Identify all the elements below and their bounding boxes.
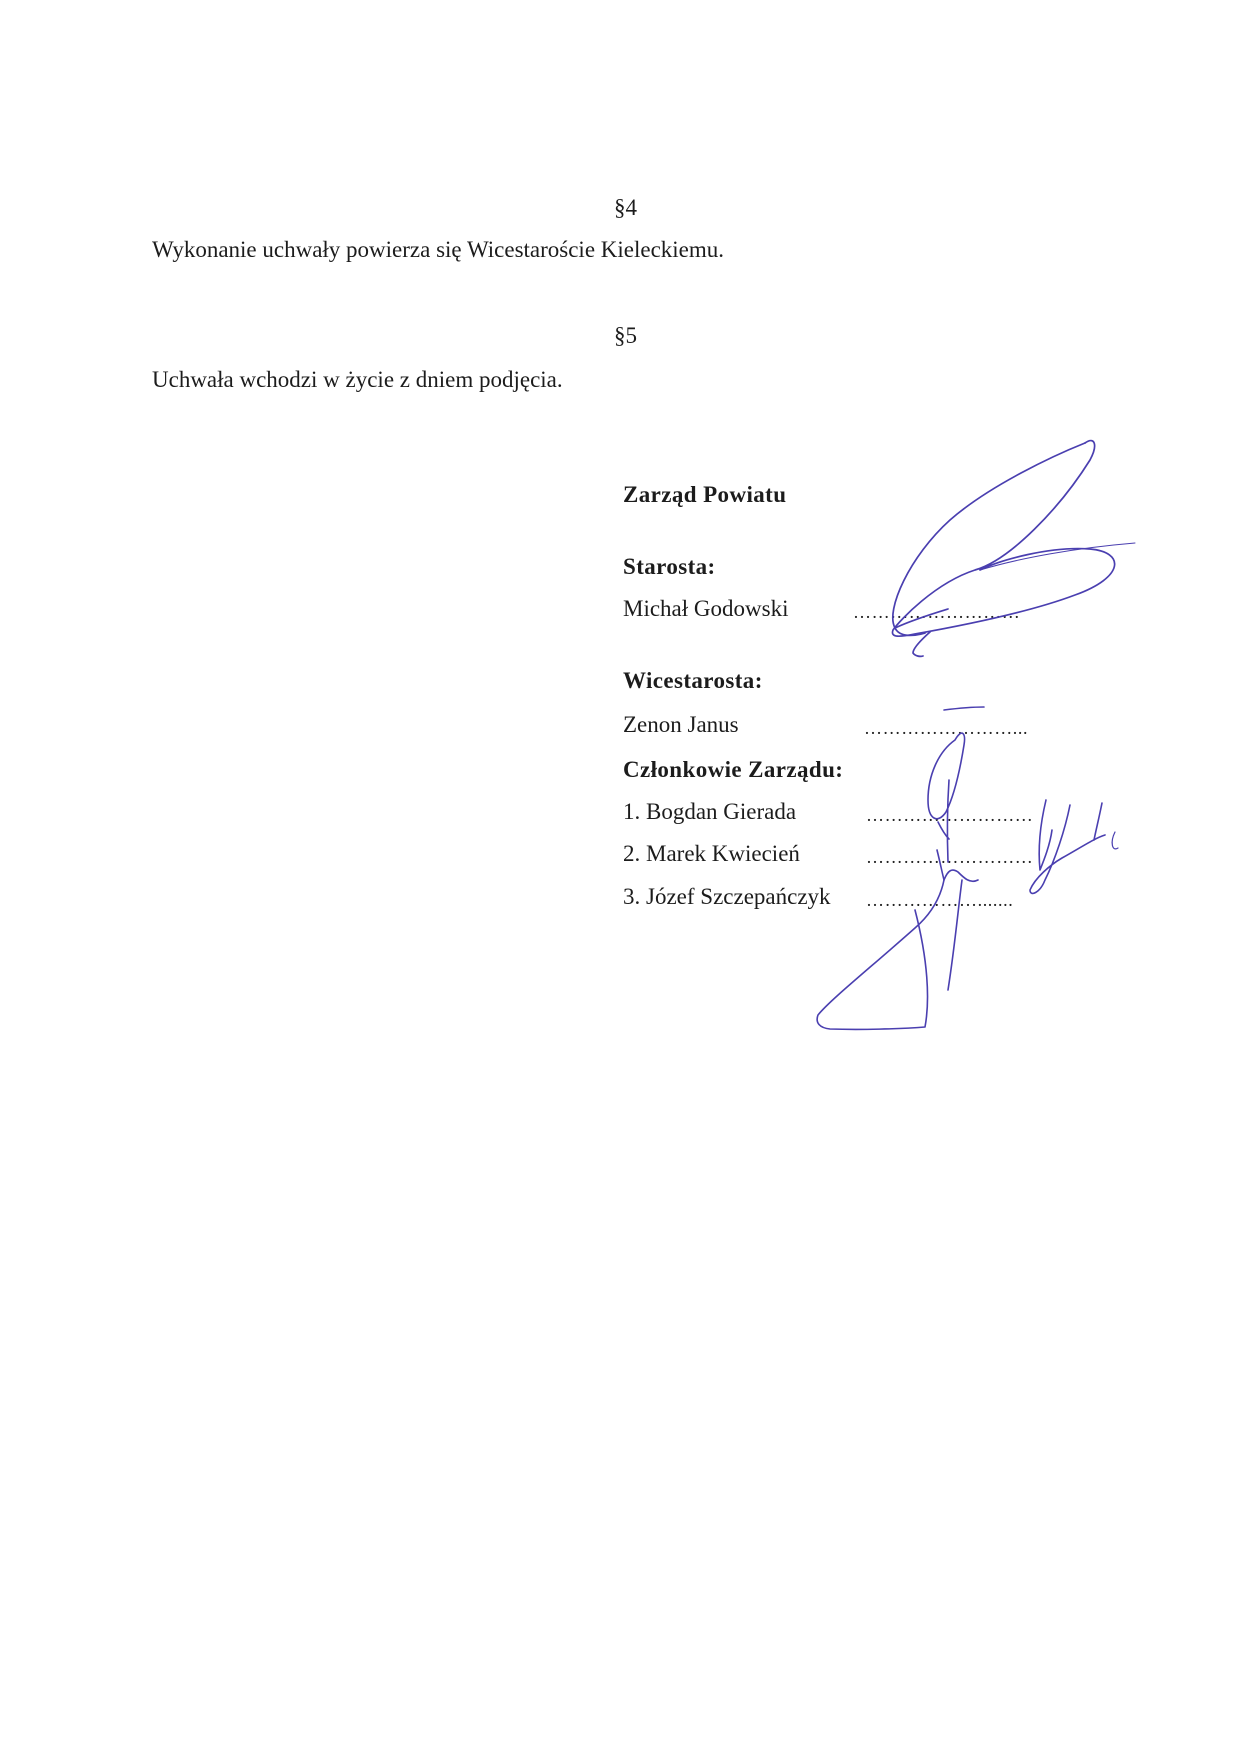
board-title: Zarząd Powiatu [623, 482, 787, 507]
section-4-mark: §4 [614, 195, 637, 220]
wicestarosta-label: Wicestarosta: [623, 668, 763, 693]
starosta-name: Michał Godowski [623, 596, 789, 621]
member-1-signature-line: ……………………… [866, 805, 1034, 825]
wicestarosta-signature [944, 707, 984, 710]
starosta-label: Starosta: [623, 554, 716, 579]
starosta-signature-line: ……………………… [853, 602, 1021, 622]
starosta-signature [892, 441, 1135, 657]
section-4-text: Wykonanie uchwały powierza się Wicestaroście Kieleckiemu. [152, 237, 725, 262]
member-3-name: 3. Józef Szczepańczyk [623, 884, 831, 909]
member-1-name: 1. Bogdan Gierada [623, 799, 797, 824]
member-2-signature-line: ……………………… [866, 847, 1034, 867]
members-signature [817, 733, 1118, 1029]
member-2-name: 2. Marek Kwiecień [623, 841, 800, 866]
section-5-text: Uchwała wchodzi w życie z dniem podjęcia. [152, 367, 563, 392]
members-label: Członkowie Zarządu: [623, 757, 844, 782]
member-3-signature-line: ………………....... [866, 890, 1014, 910]
wicestarosta-name: Zenon Janus [623, 712, 739, 737]
wicestarosta-signature-line: ……………………... [864, 718, 1029, 738]
section-5-mark: §5 [614, 323, 637, 348]
